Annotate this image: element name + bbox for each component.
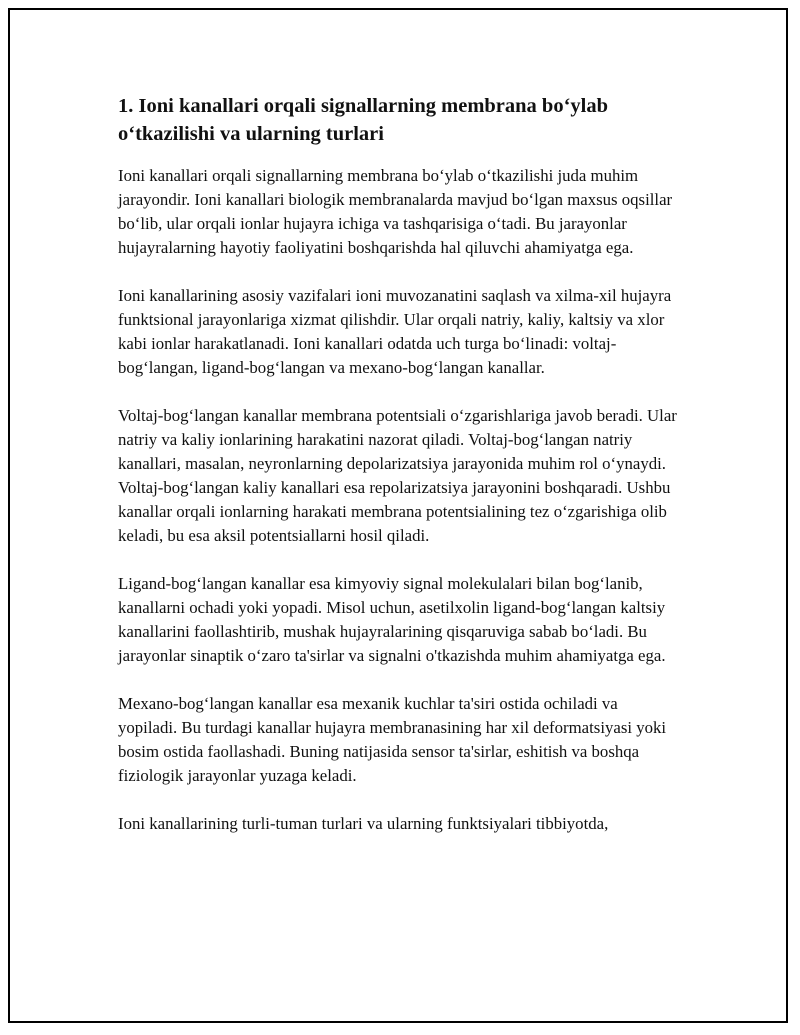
paragraph-3: Voltaj-bog‘langan kanallar membrana potentsiali o‘zgarishlariga javob beradi. Ular natriy va kaliy ionlarining harakatini nazorat qiladi. Voltaj-bog‘langan natriy kanallari, masalan, neyronlarning depolarizatsiya jarayonida muhim rol o‘ynaydi. Voltaj-bog‘langan kaliy kanallari esa repolarizatsiya jarayonini boshqaradi. Ushbu kanallar orqali ionlarning harakati membrana potentsialining tez o‘zgarishiga olib keladi, bu esa aksil potentsiallarni hosil qiladi. (118, 406, 677, 545)
paragraph-1: Ioni kanallari orqali signallarning membrana bo‘ylab o‘tkazilishi juda muhim jarayondir. Ioni kanallari biologik membranalarda mavjud bo‘lgan maxsus oqsillar bo‘lib, ular orqali ionlar hujayra ichiga va tashqarisiga o‘tadi. Bu jarayonlar hujayralarning hayotiy faoliyatini boshqarishda hal qiluvchi ahamiyatga ega. (118, 166, 673, 257)
section-heading: 1. Ioni kanallari orqali signallarning membrana bo‘ylab o‘tkazilishi va ularning turlari (118, 95, 608, 145)
paragraph-4: Ligand-bog‘langan kanallar esa kimyoviy signal molekulalari bilan bog‘lanib, kanallarni ochadi yoki yopadi. Misol uchun, asetilxolin ligand-bog‘langan kaltsiy kanallarini faollashtirib, mushak hujayralarining qisqaruviga sabab bo‘ladi. Bu jarayonlar sinaptik o‘zaro ta'sirlar va signalni o'tkazishda muhim ahamiyatga ega. (118, 574, 666, 665)
document-body (118, 92, 678, 860)
paragraph-6: Ioni kanallarining turli-tuman turlari va ularning funktsiyalari tibbiyotda, (118, 814, 609, 833)
paragraph-2: Ioni kanallarining asosiy vazifalari ioni muvozanatini saqlash va xilma-xil hujayra funktsional jarayonlariga xizmat qilishdir. Ular orqali natriy, kaliy, kaltsiy va xlor kabi ionlar harakatlanadi. Ioni kanallari odatda uch turga bo‘linadi: voltaj-bog‘langan, ligand-bog‘langan va mexano-bog‘langan kanallar. (118, 286, 672, 377)
paragraph-5: Mexano-bog‘langan kanallar esa mexanik kuchlar ta'siri ostida ochiladi va yopiladi. Bu turdagi kanallar hujayra membranasining har xil deformatsiyasi yoki bosim ostida faollashadi. Buning natijasida sensor ta'sirlar, eshitish va boshqa fiziologik jarayonlar yuzaga keladi. (118, 694, 667, 785)
